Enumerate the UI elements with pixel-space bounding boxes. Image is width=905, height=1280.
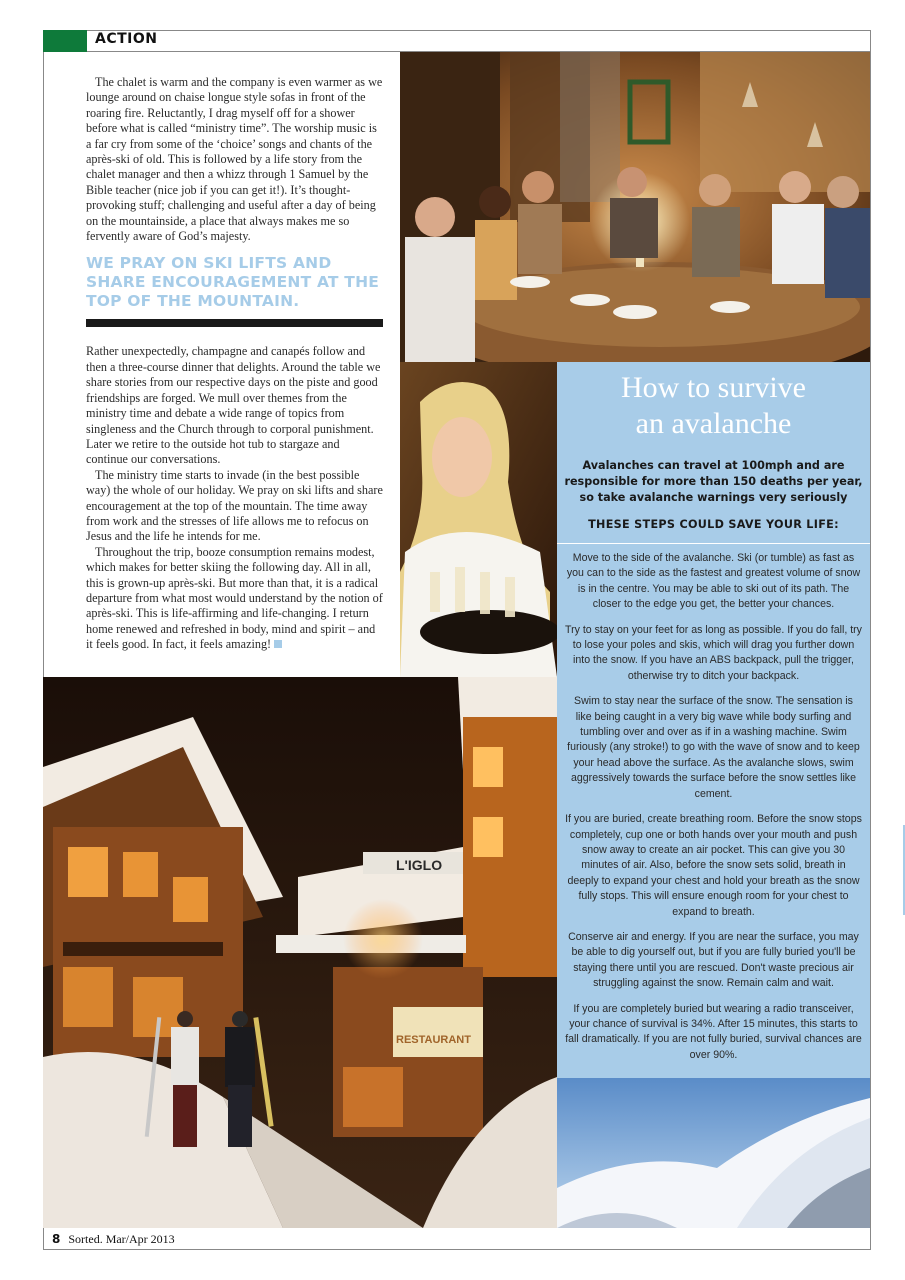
sidebar-step: If you are completely buried but wearing a radio transceiver, your chance of survival is 34%. After 15 minutes, this starts to fall dramatically. If you are not fully buried, survival chances are over 90%. [565,1002,862,1061]
sidebar-title-line2: an avalanche [635,407,792,440]
sidebar-step: Conserve air and energy. If you are near the surface, you may be able to dig yourself out, but if you are fully buried you'll be staying there until you are rescued. Don't waste precious air struggling against the snow. Remain calm and wait. [568,930,859,990]
mountain-photo [557,1078,870,1228]
dinner-group-photo [400,52,870,362]
publication-info: Sorted. Mar/Apr 2013 [68,1232,175,1246]
sidebar-steps-list [557,544,870,1063]
sidebar-step: Try to stay on your feet for as long as possible. If you do fall, try to lose your poles and skis, which will drag you further down into the snow. If you have an ABS backpack, pull the trigger, otherwise try to ditch your backpack. [565,623,862,682]
article-body [86,75,383,653]
sidebar-title-line1: How to survive [621,371,806,404]
restaurant-sign-top: L'IGLO [396,857,443,873]
sidebar-step: Move to the side of the avalanche. Ski (or tumble) as fast as you can to the side as the fastest and greatest volume of snow is in the centre. You may be able to ski out of its path. The closer to the edge you get, the better your chances. [566,552,861,611]
chalet-night-photo [43,677,557,1228]
page-footer [52,1232,175,1247]
article-paragraph: The chalet is warm and the company is even warmer as we lounge around on chaise longue style sofas in front of the roaring fire. Reluctantly, I drag myself off for a shower before what is called “ministry time”. The worship music is a far cry from some of the ‘choice’ songs and chants of the après-ski of old. This is followed by a life story from the chalet manager and then a whizz through 1 Samuel by the Bible teacher (nice job if you can get it!). It’s thought-provoking stuff; challenging and useful after a day of being on the mountainside, a place that always makes me so fervently aware of God’s majesty. [86,75,383,244]
article-paragraph: The ministry time starts to invade (in the best possible way) the whole of our holiday. We pray on ski lifts and share encouragement at the top of the mountain. The time away from work and the stresses of life allows me to refocus on Jesus and the life he intends for me. [86,467,383,544]
page-number: 8 [52,1232,61,1246]
article-paragraph-text: Throughout the trip, booze consumption remains modest, which makes for better skiing the following day. All in all, this is grown-up après-ski. But more than that, it is a radical departure from what most would understand by the notion of après-ski. This is life-affirming and life-changing. I return home renewed and refreshed in body, mind and spirit – and it feels good. In fact, it feels amazing! [86,544,383,652]
section-color-tab [43,30,87,52]
section-label: ACTION [95,31,158,47]
sidebar-steps-heading: THESE STEPS COULD SAVE YOUR LIFE: [588,518,839,531]
sidebar-step: Swim to stay near the surface of the snow. The sensation is like being caught in a very big wave while body surfing and tumbling over and over as if in a washing machine. Swim furiously (any stroke!) to go with the wave of snow and to keep your head above the surface. As the avalanche slows, swim aggressively towards the surface before the snow settles like cement. [567,695,860,800]
avalanche-sidebar [557,362,870,1078]
pull-quote-bar [86,319,383,327]
sidebar-intro: Avalanches can travel at 100mph and are responsible for more than 150 deaths per year, so take avalanche warnings very seriously [564,459,863,504]
restaurant-sign-bottom: RESTAURANT [396,1034,471,1046]
sidebar-title [557,370,870,442]
champagne-server-photo [400,362,557,677]
sidebar-step: If you are buried, create breathing room. Before the snow stops completely, cup one or both hands over your mouth and push snow away to create an air pocket. This can give you 30 minutes of air. Also, before the snow sets solid, breath in deeply to expand your chest and hold your breath as the snow fully stops. This will ensure enough room for your chest to expand to breath. [565,813,862,918]
pull-quote: WE PRAY ON SKI LIFTS AND SHARE ENCOURAGEMENT AT THE TOP OF THE MOUNTAIN. [86,254,380,311]
article-paragraph: Rather unexpectedly, champagne and canapés follow and then a three-course dinner that delights. Around the table we share stories from our respective days on the piste and good friendships are forged. We mull over themes from the ministry time and debate a wide range of topics from singleness and the Church through to corporal punishment. Later we retire to the outside hot tub to stargaze and continue our conversations. [86,344,381,467]
article-paragraph-last [86,545,383,653]
end-mark-icon [274,640,282,648]
